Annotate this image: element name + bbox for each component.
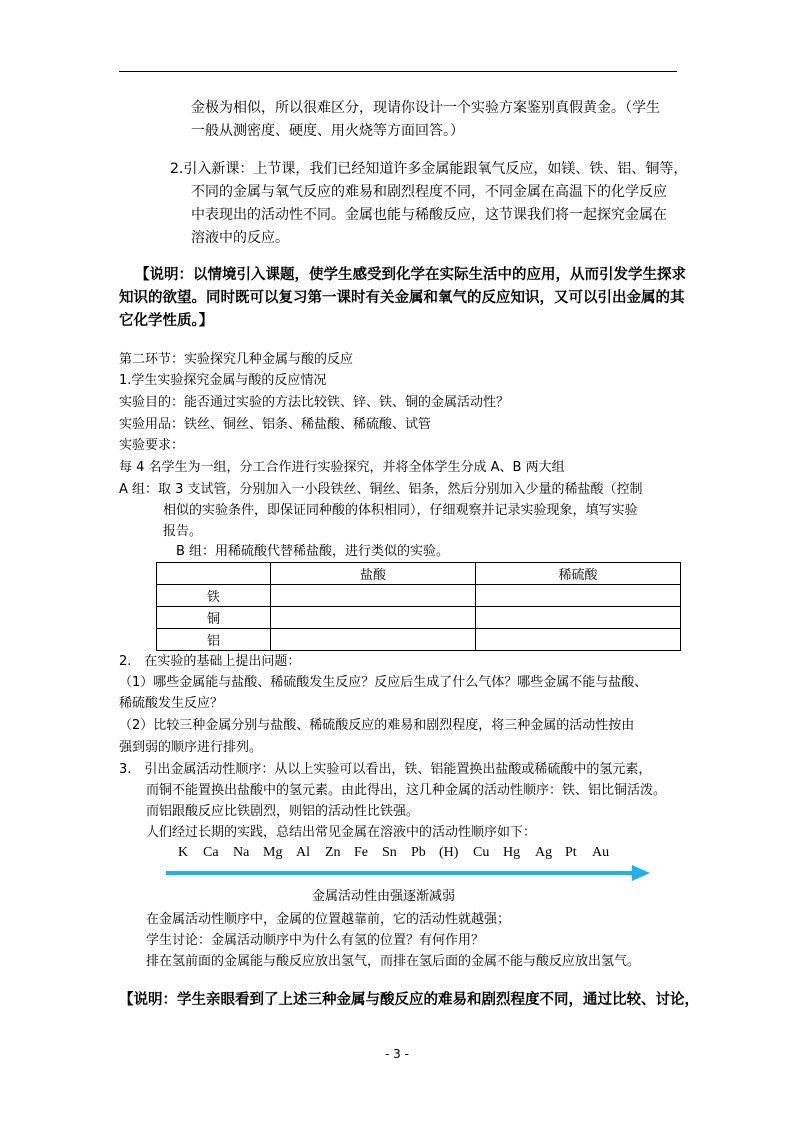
question-line: （1）哪些金属能与盐酸、稀硫酸发生反应？反应后生成了什么气体？哪些金属不能与盐酸、 <box>119 675 648 690</box>
metal-symbol: Zn <box>325 845 341 860</box>
table-cell <box>476 629 681 651</box>
activity-line: 而铝跟酸反应比铁剧烈，则铝的活动性比铁强。 <box>146 804 420 819</box>
question-line: 稀硫酸发生反应？ <box>119 696 224 711</box>
page-number: - 3 - <box>385 1047 409 1061</box>
table-header-cell: 盐酸 <box>271 563 476 585</box>
metal-symbol: Hg <box>503 845 521 860</box>
metal-symbol: Cu <box>473 845 490 860</box>
grouping-text: 每 4 名学生为一组，分工合作进行实验探究，并将全体学生分成 A、B 两大组 <box>119 460 565 475</box>
metal-symbol: Ca <box>203 845 219 860</box>
metal-symbol: Pt <box>565 845 577 860</box>
table-cell <box>271 585 476 607</box>
table-header-cell: 稀硫酸 <box>476 563 681 585</box>
group-b-line: B 组：用稀硫酸代替稀盐酸，进行类似的实验。 <box>176 544 450 559</box>
group-a-line: 报告。 <box>163 524 203 539</box>
section-title: 第二环节：实验探究几种金属与酸的反应 <box>119 352 354 367</box>
group-a-line: 相似的实验条件，即保证同种酸的体积相同），仔细观察并记录实验现象，填写实验 <box>163 503 638 518</box>
activity-line: 而铜不能置换出盐酸中的氢元素。由此得出，这几种金属的活动性顺序：铁、铝比铜活泼。 <box>146 783 667 798</box>
table-cell <box>271 629 476 651</box>
experiment-purpose: 实验目的：能否通过实验的方法比较铁、锌、铁、铜的金属活动性？ <box>119 395 510 410</box>
table-row <box>157 607 681 629</box>
list-item: 2. 在实验的基础上提出问题： <box>119 654 301 669</box>
table-cell: 铜 <box>157 607 271 629</box>
note-line: 知识的欲望。同时既可以复习第一课时有关金属和氧气的反应知识，又可以引出金属的其 <box>119 290 685 306</box>
experiment-materials: 实验用品：铁丝、铜丝、铝条、稀盐酸、稀硫酸、试管 <box>119 417 432 432</box>
new-lesson-line: 2.引入新课：上节课，我们已经知道许多金属能跟氧气反应，如镁、铁、铝、铜等， <box>170 161 688 177</box>
table-cell: 铝 <box>157 629 271 651</box>
metal-symbol: Ag <box>535 845 553 860</box>
experiment-requirements: 实验要求： <box>119 438 185 453</box>
activity-line: 学生讨论：金属活动顺序中为什么有氢的位置？有何作用？ <box>146 933 485 948</box>
table-header-cell <box>157 563 271 585</box>
group-a-line: A 组：取 3 支试管，分别加入一小段铁丝、铜丝、铝条，然后分别加入少量的稀盐酸（控制 <box>119 482 643 497</box>
question-line: 强到弱的顺序进行排列。 <box>119 740 263 755</box>
table-header-row <box>157 563 681 585</box>
new-lesson-line: 中表现出的活动性不同。金属也能与稀酸反应，这节课我们将一起探究金属在 <box>191 207 667 223</box>
intro-line: 金极为相似，所以很难区分，现请你设计一个实验方案鉴别真假黄金。（学生 <box>191 100 660 116</box>
intro-line: 一般从测密度、硬度、用火烧等方面回答。） <box>191 123 464 139</box>
metal-symbol: Mg <box>263 845 283 860</box>
list-item: 1.学生实验探究金属与酸的反应情况 <box>119 373 327 388</box>
activity-line: 在金属活动性顺序中，金属的位置越靠前，它的活动性就越强； <box>146 912 511 927</box>
arrow-caption: 金属活动性由强逐渐减弱 <box>312 889 456 904</box>
table-cell <box>476 607 681 629</box>
table-row <box>157 629 681 651</box>
metal-symbol: (H) <box>439 845 459 860</box>
note-line: 【说明：以情境引入课题，使学生感受到化学在实际生活中的应用，从而引发学生探求 <box>135 267 686 283</box>
table-row <box>157 585 681 607</box>
metal-symbol: Na <box>233 845 250 860</box>
note-line: 【说明：学生亲眼看到了上述三种金属与酸反应的难易和剧烈程度不同，通过比较、讨论， <box>119 992 699 1008</box>
metal-symbol: K <box>178 845 189 860</box>
table-cell: 铁 <box>157 585 271 607</box>
list-item: 3. 引出金属活动性顺序：从以上实验可以看出，铁、铝能置换出盐酸或稀硫酸中的氢元素， <box>119 762 652 777</box>
metal-symbol: Sn <box>382 845 397 860</box>
activity-summary: 人们经过长期的实践，总结出常见金属在溶液中的活动性顺序如下： <box>146 825 537 840</box>
activity-line: 排在氢前面的金属能与酸反应放出氢气，而排在氢后面的金属不能与酸反应放出氢气。 <box>146 954 641 969</box>
metal-symbol: Fe <box>354 845 368 860</box>
note-line: 它化学性质。】 <box>119 313 214 329</box>
metal-symbol: Al <box>296 845 310 860</box>
activity-arrow <box>166 862 652 884</box>
header-rule <box>119 71 677 72</box>
table-cell <box>476 585 681 607</box>
table-cell <box>271 607 476 629</box>
experiment-table <box>156 562 681 651</box>
new-lesson-line: 溶液中的反应。 <box>191 230 289 246</box>
metal-symbol: Au <box>592 845 610 860</box>
metal-symbol: Pb <box>411 845 426 860</box>
question-line: （2）比较三种金属分别与盐酸、稀硫酸反应的难易和剧烈程度，将三种金属的活动性按由 <box>119 718 635 733</box>
new-lesson-line: 不同的金属与氧气反应的难易和剧烈程度不同，不同金属在高温下的化学反应 <box>191 184 667 200</box>
